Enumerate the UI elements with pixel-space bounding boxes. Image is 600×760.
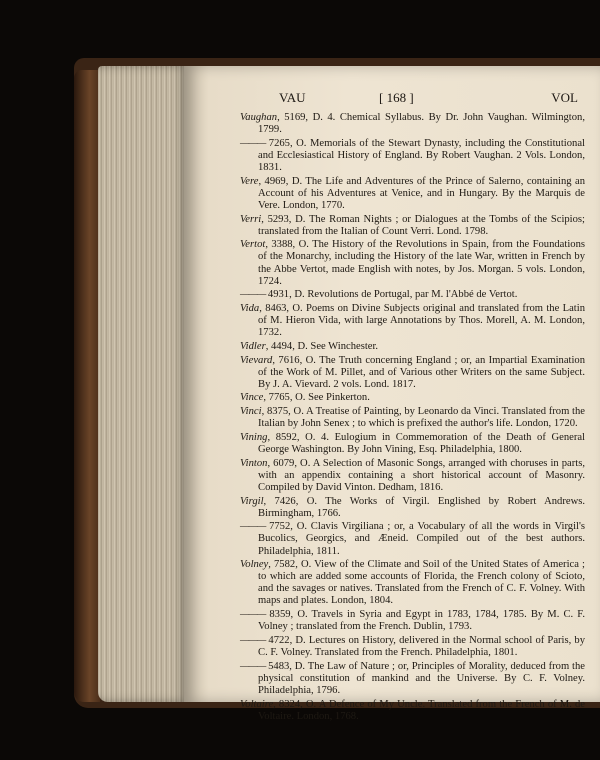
- entry-author: Vaughan: [240, 112, 278, 123]
- catalog-page: [184, 66, 600, 722]
- catalog-entry: [240, 661, 585, 697]
- entry-text: 7265, O. Memorials of the Stewart Dynasty, including the Constitutional and Ecclesiastical History of England. By Robert Vaughan. 2 Vols. London, 1831.: [258, 137, 585, 173]
- entry-text: , 7426, O. The Works of Virgil. Englished by Robert Andrews. Birmingham, 1766.: [258, 495, 585, 519]
- entry-author: ———: [240, 289, 266, 301]
- catalog-entry: [240, 699, 585, 723]
- entry-text: , 7582, O. View of the Climate and Soil of the United States of America ; to which are added some accounts of Florida, the French colony of Scioto, and the savages or natives. Translated from the French of C. F. Volney. With maps and plates. London, 1804.: [258, 559, 585, 607]
- entry-author: ———: [240, 634, 266, 646]
- entry-author: ———: [240, 660, 266, 672]
- catalog-entry: [240, 239, 585, 287]
- entry-author: Verri: [240, 213, 262, 225]
- book-spine: [74, 70, 100, 702]
- entry-author: Vere: [240, 175, 259, 187]
- entry-author: Vievard: [240, 354, 273, 366]
- entry-text: , 5293, D. The Roman Nights ; or Dialogues at the Tombs of the Scipios; translated from the Italian of Count Verri. Lond. 1798.: [258, 213, 585, 237]
- entry-author: Voltaire: [240, 698, 274, 710]
- header-left-guide-word: VAU: [279, 90, 306, 105]
- catalog-entry: [240, 635, 585, 659]
- catalog-entry: [240, 432, 585, 456]
- entry-text: , 4969, D. The Life and Adventures of the Prince of Salerno, containing an Account of his Adventures at Venice, and in Hungary. By the Marquis de Vere. London, 1770.: [258, 175, 585, 211]
- header-right-guide-word: VOL: [551, 90, 578, 105]
- entry-text: , 8463, O. Poems on Divine Subjects original and translated from the Latin of M. Hieron Vida, with large Annotations by Thos. Morell, A. M. London, 1732.: [258, 302, 585, 339]
- entry-text: , 3388, O. The History of the Revolutions in Spain, from the Foundations of the Monarchy, including the History of the late War, written in French by the Abbe Vertot, made English with notes, by Jos. Morgan. 5 vols. London, 1724.: [258, 239, 585, 287]
- entry-text: 7752, O. Clavis Virgiliana ; or, a Vocabulary of all the words in Virgil's Bucolics, Georgics, and Æneid. Compiled out of the best authors. Philadelphia, 1811.: [258, 521, 585, 557]
- running-header: [184, 90, 600, 108]
- entry-author: Virgil: [240, 495, 264, 507]
- entry-text: , 8324, O. A Defence of My Uncle. Translated from the French of M. de Voltaire. London, 1768.: [258, 698, 585, 722]
- catalog-entry: [240, 112, 585, 136]
- catalog-entry: [240, 355, 585, 391]
- catalog-entry: [240, 303, 585, 339]
- entry-text: , 5169, D. 4. Chemical Syllabus. By Dr. John Vaughan. Wilmington, 1799.: [258, 112, 585, 136]
- catalog-entry: [240, 392, 585, 404]
- catalog-entry: [240, 609, 585, 633]
- entry-author: Vinci: [240, 406, 262, 418]
- catalog-entry: [240, 496, 585, 520]
- entry-text: , 6079, O. A Selection of Masonic Songs, arranged with choruses in parts, with an appendix containing a short historical account of Masonry. Compiled by David Vinton. Dedham, 1816.: [258, 457, 585, 493]
- entry-text: 4931, D. Revolutions de Portugal, par M. l'Abbé de Vertot.: [265, 289, 518, 301]
- entry-author: ———: [240, 609, 266, 621]
- entry-author: ———: [240, 521, 266, 533]
- catalog-entry: [240, 341, 585, 353]
- catalog-entry: [240, 406, 585, 430]
- entry-text: , 8592, O. 4. Eulogium in Commemoration of the Death of General George Washington. By John Vining, Esq. Philadelphia, 1800.: [258, 431, 585, 455]
- entry-text: , 7765, O. See Pinkerton.: [263, 392, 370, 404]
- entry-text: , 8375, O. A Treatise of Painting, by Leonardo da Vinci. Translated from the Italian by John Senex ; to which is prefixed the author's life. London, 1720.: [258, 406, 585, 430]
- entry-text: 8359, O. Travels in Syria and Egypt in 1783, 1784, 1785. By M. C. F. Volney ; translated from the French. Dublin, 1793.: [258, 609, 585, 633]
- entry-author: ———: [240, 137, 266, 149]
- catalog-entry: [240, 559, 585, 607]
- entry-author: Volney: [240, 559, 269, 571]
- page-edges: [98, 66, 188, 702]
- entry-author: Vida: [240, 302, 260, 314]
- entry-author: Vinton: [240, 457, 268, 469]
- catalog-entry: [240, 289, 585, 301]
- catalog-entry: [240, 521, 585, 557]
- entry-text: 4722, D. Lectures on History, delivered in the Normal school of Paris, by C. F. Volney. Translated from the French. Philadelphia, 1801.: [258, 634, 585, 659]
- entry-text: 5483, D. The Law of Nature ; or, Principles of Morality, deduced from the physical constitution of mankind and the Universe. By C. F. Volney. Philadelphia, 1796.: [258, 660, 585, 696]
- entry-author: Vince: [240, 392, 264, 404]
- entry-author: Vertot: [240, 239, 266, 251]
- catalog-entry: [240, 138, 585, 174]
- entry-author: Vidler: [240, 340, 266, 352]
- entry-author: Vining: [240, 431, 268, 443]
- catalog-entry: [240, 458, 585, 494]
- page-number: [ 168 ]: [379, 90, 414, 105]
- catalog-entries: [240, 112, 585, 724]
- catalog-entry: [240, 176, 585, 212]
- entry-text: , 7616, O. The Truth concerning England ; or, an Impartial Examination of the Work of M. Pillet, and of Various other Writers on the same Subject. By J. A. Vievard. 2 vols. Lond. 1817.: [258, 354, 585, 390]
- catalog-entry: [240, 214, 585, 238]
- entry-text: , 4494, D. See Winchester.: [265, 340, 379, 352]
